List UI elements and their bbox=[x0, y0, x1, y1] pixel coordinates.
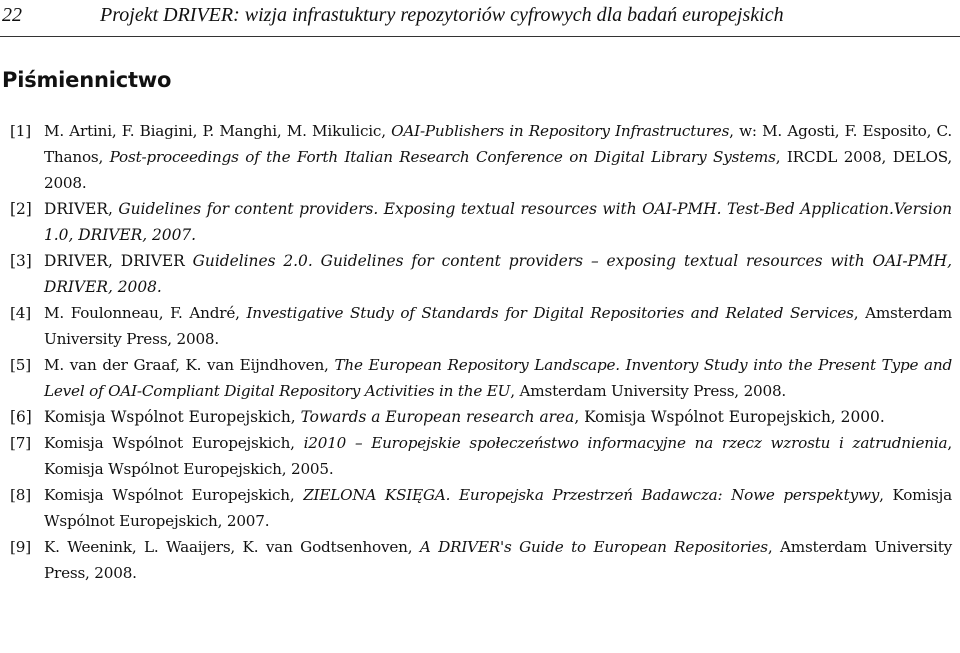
reference-number: [9] bbox=[10, 538, 31, 556]
reference-detail: , Amsterdam University Press, 2008. bbox=[44, 304, 952, 348]
reference-item bbox=[0, 404, 952, 430]
reference-author: Komisja Wspólnot Europejskich, bbox=[44, 434, 304, 452]
reference-author: M. van der Graaf, K. van Eijndhoven, bbox=[44, 356, 335, 374]
reference-number: [7] bbox=[10, 434, 31, 452]
reference-number: [8] bbox=[10, 486, 31, 504]
reference-title: Investigative Study of Standards for Digital Repositories and Related Services bbox=[246, 304, 854, 322]
reference-item bbox=[0, 118, 952, 196]
reference-title: OAI-Publishers in Repository Infrastructures bbox=[391, 122, 730, 140]
reference-list bbox=[0, 118, 952, 586]
reference-detail: , IRCDL 2008, DELOS, 2008. bbox=[44, 148, 952, 192]
reference-text bbox=[44, 352, 952, 404]
reference-title: i2010 – Europejskie społeczeństwo informacyjne na rzecz wzrostu i zatrudnienia bbox=[303, 434, 948, 452]
reference-detail: , Amsterdam University Press, 2008. bbox=[510, 382, 787, 400]
reference-text bbox=[44, 430, 952, 482]
reference-number: [6] bbox=[10, 408, 32, 426]
reference-author: Komisja Wspólnot Europejskich, bbox=[44, 486, 304, 504]
reference-text bbox=[44, 534, 952, 586]
reference-author: DRIVER, DRIVER bbox=[44, 252, 193, 270]
reference-number: [3] bbox=[10, 252, 32, 270]
reference-title: Guidelines for content providers. Exposing textual resources with OAI-PMH. Test-Bed Application.Version 1.0, DRIVER, 2007. bbox=[44, 200, 952, 244]
section-title: Piśmiennictwo bbox=[2, 68, 172, 92]
reference-author: DRIVER, bbox=[44, 200, 119, 218]
reference-title: Towards a European research area bbox=[300, 408, 575, 426]
reference-item bbox=[0, 430, 952, 482]
reference-text bbox=[44, 118, 952, 196]
reference-author: M. Artini, F. Biagini, P. Manghi, M. Mikulicic, bbox=[44, 122, 392, 140]
header-rule bbox=[0, 36, 960, 37]
reference-number: [5] bbox=[10, 356, 31, 374]
reference-detail: , w: M. Agosti, F. Esposito, C. Thanos, bbox=[44, 122, 952, 166]
reference-item bbox=[0, 352, 952, 404]
reference-number: [4] bbox=[10, 304, 31, 322]
reference-detail: , Komisja Wspólnot Europejskich, 2005. bbox=[44, 434, 953, 478]
page-number: 22 bbox=[2, 4, 22, 26]
reference-item bbox=[0, 248, 952, 300]
reference-title: A DRIVER's Guide to European Repositories bbox=[419, 538, 768, 556]
reference-number: [1] bbox=[10, 122, 31, 140]
reference-author: M. Foulonneau, F. André, bbox=[44, 304, 247, 322]
reference-item bbox=[0, 534, 952, 586]
reference-number: [2] bbox=[10, 200, 32, 218]
reference-item bbox=[0, 196, 952, 248]
reference-text bbox=[44, 482, 952, 534]
running-title: Projekt DRIVER: wizja infrastuktury repozytoriów cyfrowych dla badań europejskich bbox=[100, 4, 784, 26]
running-header bbox=[0, 2, 960, 30]
reference-detail: , Amsterdam University Press, 2008. bbox=[44, 538, 952, 582]
reference-author: K. Weenink, L. Waaijers, K. van Godtsenhoven, bbox=[44, 538, 420, 556]
reference-title: ZIELONA KSIĘGA. Europejska Przestrzeń Badawcza: Nowe perspektywy bbox=[303, 486, 880, 504]
reference-title: Post-proceedings of the Forth Italian Research Conference on Digital Library Systems bbox=[109, 148, 776, 166]
reference-author: Komisja Wspólnot Europejskich, bbox=[44, 408, 301, 426]
reference-title: Guidelines 2.0. Guidelines for content providers – exposing textual resources with OAI-PMH, DRIVER, 2008. bbox=[44, 252, 952, 296]
reference-text bbox=[44, 300, 952, 352]
reference-detail: , Komisja Wspólnot Europejskich, 2000. bbox=[574, 408, 885, 426]
reference-text bbox=[44, 404, 952, 430]
reference-text bbox=[44, 248, 952, 300]
reference-item bbox=[0, 482, 952, 534]
reference-item bbox=[0, 300, 952, 352]
reference-text bbox=[44, 196, 952, 248]
reference-title: The European Repository Landscape. Inventory Study into the Present Type and Level of OAI-Compliant Digital Repository Activities in the EU bbox=[44, 356, 952, 400]
reference-detail: , Komisja Wspólnot Europejskich, 2007. bbox=[44, 486, 952, 530]
